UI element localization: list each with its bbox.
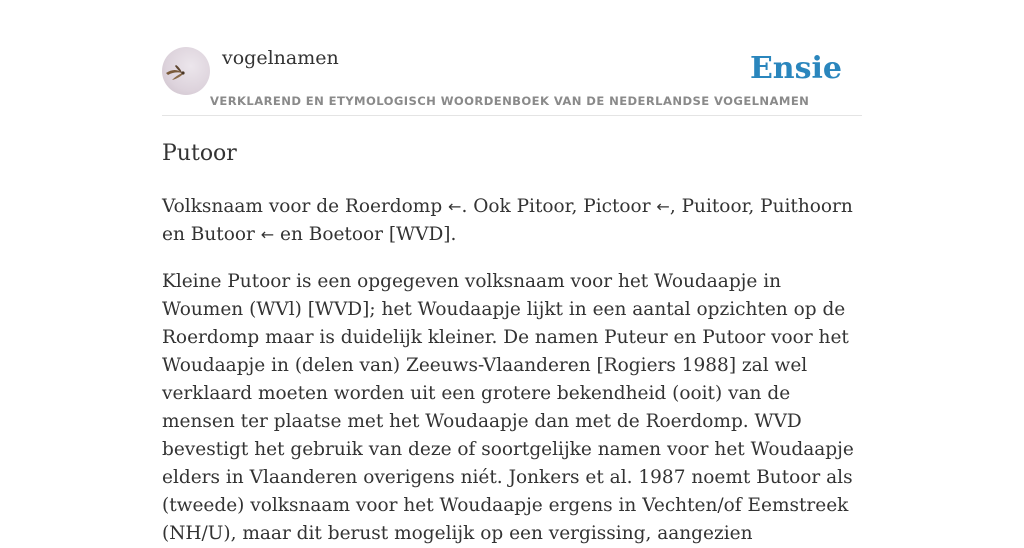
arrow-left-icon[interactable]: ← — [448, 197, 462, 216]
avatar[interactable] — [162, 47, 210, 95]
paragraph-text: Volksnaam voor de Roerdomp — [162, 196, 449, 217]
entry-paragraph-2: Kleine Putoor is een opgegeven volksnaam voor het Woudaapje in Woumen (WVl) [WVD]; het Woudaapje lijkt in een aantal opzichten op de Roerdomp maar is duidelijk kleiner. De namen Puteur en Putoor voor het Woudaapje in (delen van) Zeeuws-Vlaanderen [Rogiers 1988] zal wel verklaard moeten worden uit een grotere bekendheid (ooit) van de mensen ter plaatse met het Woudaapje dan met de Roerdomp. WVD bevestigt het gebruik van deze of soortgelijke namen voor het Woudaapje elders in Vlaanderen overigens niét. Jonkers et al. 1987 noemt Butoor als (tweede) volksnaam voor het Woudaapje ergens in Vechten/of Eemstreek (NH/U), maar dit berust mogelijk op een vergissing, aangezien — [162, 271, 854, 544]
entry-article — [162, 139, 862, 548]
site-name[interactable]: vogelnamen — [222, 47, 339, 69]
ensie-logo[interactable]: Ensie — [749, 51, 842, 86]
entry-paragraph-1 — [162, 193, 862, 249]
bird-icon — [162, 47, 210, 95]
paragraph-text: en Boetoor [WVD]. — [274, 224, 457, 245]
site-header — [162, 0, 862, 116]
paragraph-text: , Puitoor, Puithoorn en Butoor — [162, 196, 853, 245]
paragraph-text: . Ook Pitoor, Pictoor — [461, 196, 657, 217]
site-tagline: VERKLAREND EN ETYMOLOGISCH WOORDENBOEK VAN DE NEDERLANDSE VOGELNAMEN — [210, 94, 810, 108]
arrow-left-icon[interactable]: ← — [656, 197, 670, 216]
entry-title: Putoor — [162, 141, 237, 166]
arrow-left-icon[interactable]: ← — [260, 225, 275, 244]
